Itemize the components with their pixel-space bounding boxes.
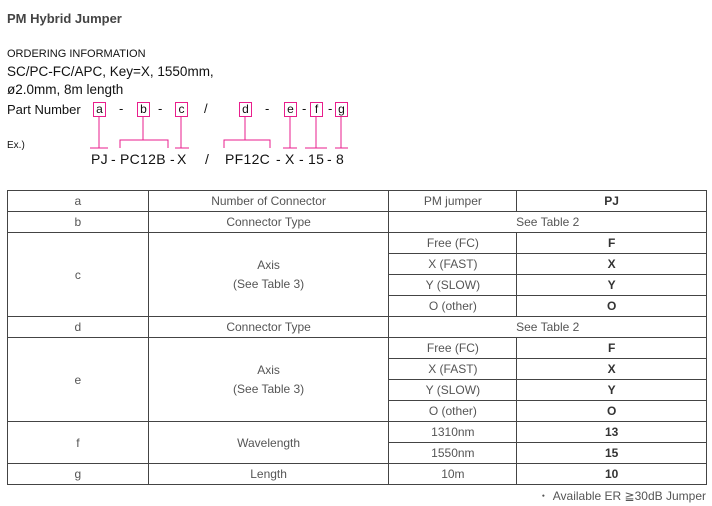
row-name: Connector Type — [148, 317, 389, 338]
row-code: PJ — [517, 191, 707, 212]
row-option: PM jumper — [389, 191, 517, 212]
row-key: e — [8, 338, 149, 422]
example-separator: - — [299, 151, 304, 167]
example-value-d: PF12C — [225, 151, 271, 167]
row-option: 10m — [389, 464, 517, 485]
row-code: 10 — [517, 464, 707, 485]
row-code: Y — [517, 275, 707, 296]
row-key: b — [8, 212, 149, 233]
table-row — [8, 191, 707, 212]
separator: - — [302, 101, 307, 116]
part-letter-f: f — [310, 102, 323, 117]
row-key: c — [8, 233, 149, 317]
part-letter-g: g — [335, 102, 348, 117]
row-option: 1310nm — [389, 422, 517, 443]
example-separator: - — [111, 151, 116, 167]
row-code: X — [517, 359, 707, 380]
row-name-line: Axis — [257, 257, 280, 272]
part-number-label: Part Number — [7, 102, 81, 117]
row-key: f — [8, 422, 149, 464]
example-label: Ex.) — [7, 140, 25, 151]
row-code: O — [517, 401, 707, 422]
separator: - — [265, 101, 270, 116]
page-title: PM Hybrid Jumper — [7, 11, 122, 26]
row-option: X (FAST) — [389, 359, 517, 380]
row-code: F — [517, 233, 707, 254]
part-letter-e: e — [284, 102, 297, 117]
example-value-e: X — [285, 151, 295, 167]
row-code: 13 — [517, 422, 707, 443]
table-row — [8, 212, 707, 233]
example-separator: - — [327, 151, 332, 167]
row-name-line: (See Table 3) — [233, 381, 305, 396]
row-option: X (FAST) — [389, 254, 517, 275]
row-name-line: (See Table 3) — [233, 276, 305, 291]
example-separator: - — [276, 151, 281, 167]
row-key: d — [8, 317, 149, 338]
example-value-g: 8 — [336, 151, 345, 167]
part-letter-b: b — [137, 102, 150, 117]
row-option: 1550nm — [389, 443, 517, 464]
footnote: ・ Available ER ≧30dB Jumper — [537, 489, 706, 503]
row-option: O (other) — [389, 296, 517, 317]
example-value-f: 15 — [308, 151, 325, 167]
separator: - — [158, 101, 163, 116]
row-option: Y (SLOW) — [389, 380, 517, 401]
row-option: Y (SLOW) — [389, 275, 517, 296]
spec-line: SC/PC-FC/APC, Key=X, 1550mm, — [7, 64, 214, 79]
ordering-table — [7, 190, 707, 485]
part-letter-d: d — [239, 102, 252, 117]
separator: - — [328, 101, 333, 116]
part-letter-c: c — [175, 102, 188, 117]
example-value-a: PJ — [91, 151, 108, 167]
table-row — [8, 233, 707, 254]
row-code: F — [517, 338, 707, 359]
row-name: Length — [148, 464, 389, 485]
row-code: O — [517, 296, 707, 317]
separator: / — [204, 101, 208, 116]
ordering-heading: ORDERING INFORMATION — [7, 48, 146, 60]
example-value-c: X — [177, 151, 187, 167]
row-option: Free (FC) — [389, 233, 517, 254]
row-code: 15 — [517, 443, 707, 464]
row-code: Y — [517, 380, 707, 401]
example-separator: - — [170, 151, 175, 167]
part-letter-a: a — [93, 102, 106, 117]
separator: - — [119, 101, 124, 116]
row-code: X — [517, 254, 707, 275]
row-name — [148, 233, 389, 317]
example-value-b: PC12B — [120, 151, 166, 167]
row-name: Number of Connector — [148, 191, 389, 212]
table-row — [8, 422, 707, 443]
example-separator: / — [205, 151, 209, 167]
row-span-note: See Table 2 — [389, 212, 707, 233]
table-row — [8, 464, 707, 485]
row-name — [148, 338, 389, 422]
table-row — [8, 317, 707, 338]
table-row — [8, 338, 707, 359]
row-key: a — [8, 191, 149, 212]
row-name-line: Axis — [257, 362, 280, 377]
row-span-note: See Table 2 — [389, 317, 707, 338]
row-option: O (other) — [389, 401, 517, 422]
row-name: Connector Type — [148, 212, 389, 233]
row-key: g — [8, 464, 149, 485]
row-option: Free (FC) — [389, 338, 517, 359]
row-name: Wavelength — [148, 422, 389, 464]
spec-line: ø2.0mm, 8m length — [7, 82, 124, 97]
